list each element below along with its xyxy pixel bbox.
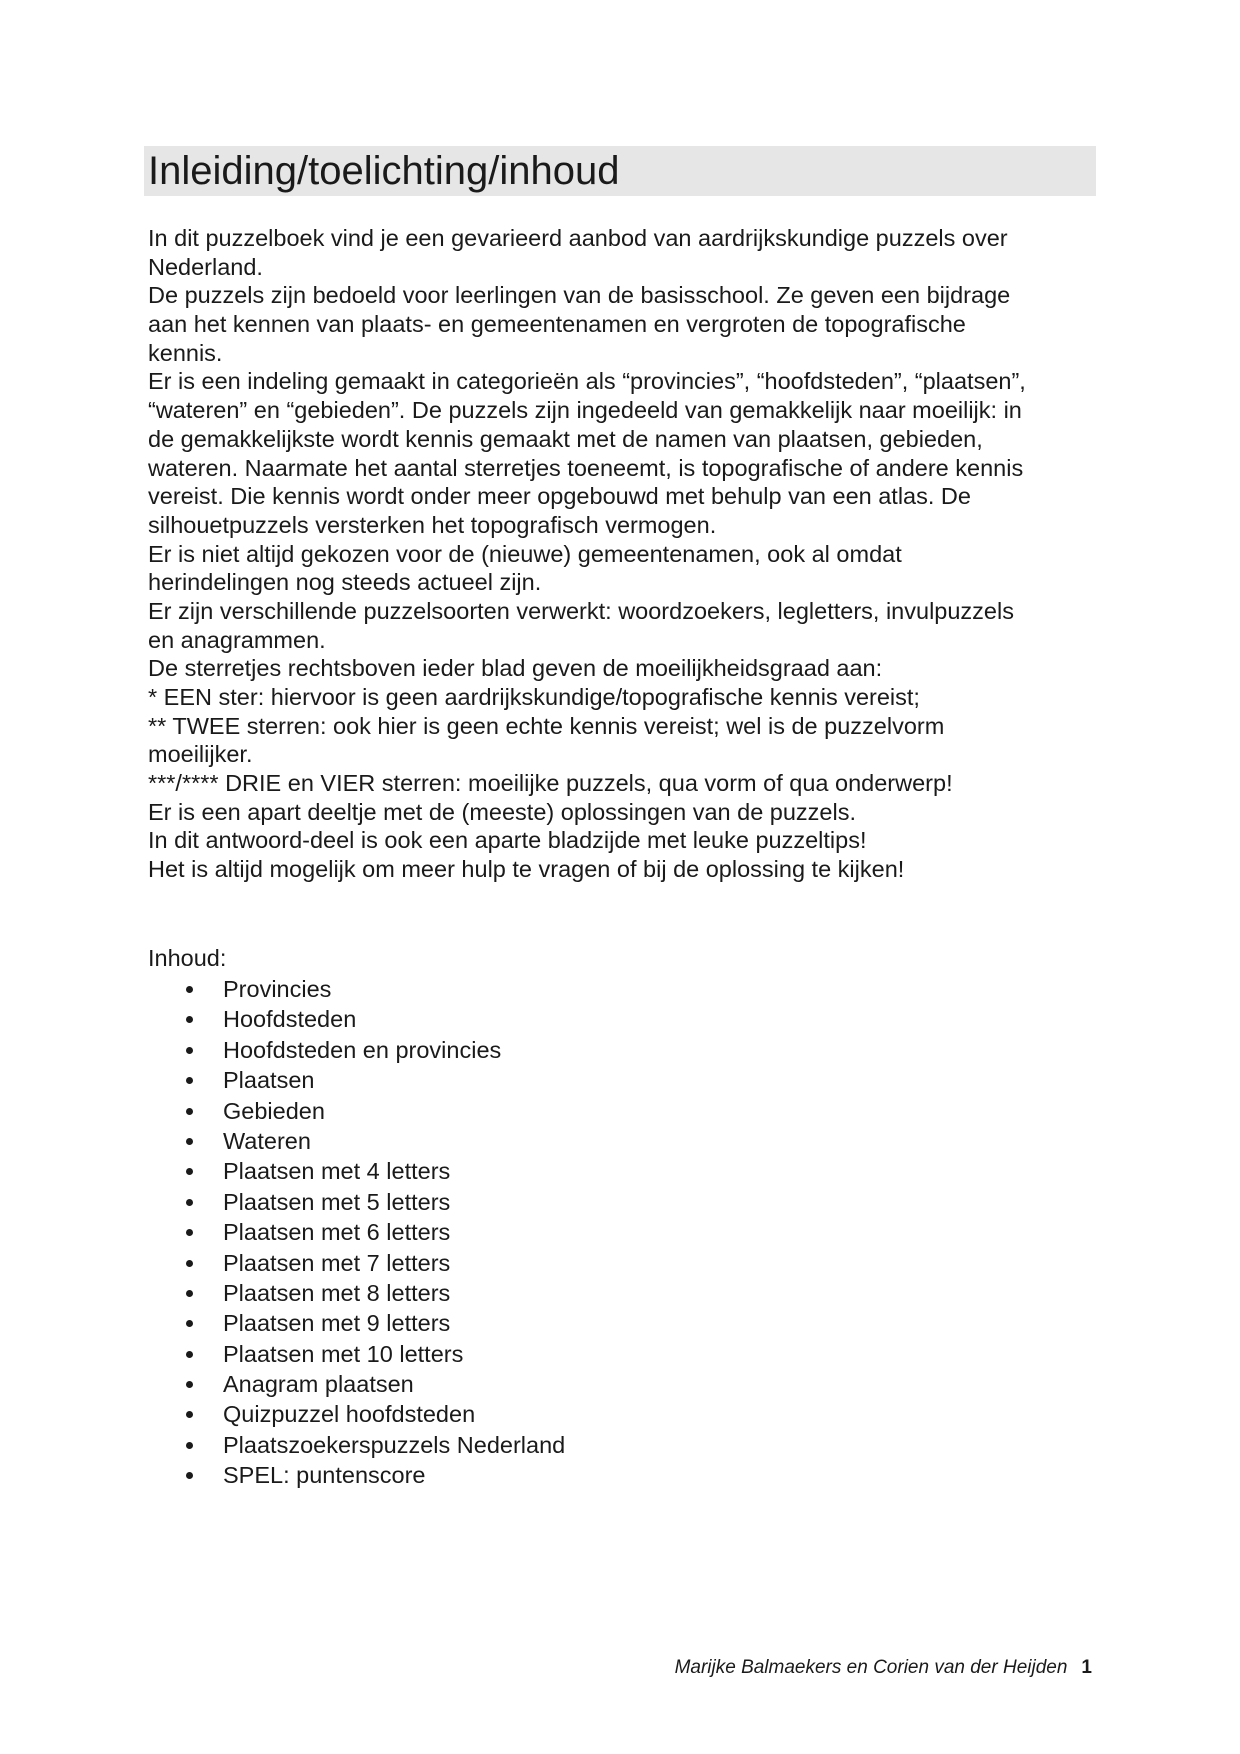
intro-line: In dit antwoord-deel is ook een aparte bladzijde met leuke puzzeltips!	[148, 827, 867, 854]
page-footer	[675, 1656, 1092, 1680]
toc-heading: Inhoud:	[148, 945, 227, 971]
intro-line: De sterretjes rechtsboven ieder blad geven de moeilijkheidsgraad aan:	[148, 655, 883, 682]
footer-authors: Marijke Balmaekers en Corien van der Heijden	[674, 1657, 1068, 1678]
toc-item-label: Plaatsen met 10 letters	[223, 1340, 464, 1367]
bullet-icon	[186, 1077, 193, 1084]
toc-item-label: Gebieden	[223, 1097, 325, 1124]
intro-line: aan het kennen van plaats- en gemeentenamen en vergroten de topografische	[148, 311, 966, 338]
intro-line: * EEN ster: hiervoor is geen aardrijkskundige/topografische kennis vereist;	[148, 684, 920, 710]
intro-line: Er is niet altijd gekozen voor de (nieuwe) gemeentenamen, ook al omdat	[148, 540, 902, 567]
toc-item-label: Hoofdsteden en provincies	[223, 1036, 502, 1063]
bullet-icon	[186, 1138, 193, 1145]
page-title: Inleiding/toelichting/inhoud	[148, 149, 620, 193]
intro-line: de gemakkelijkste wordt kennis gemaakt met de namen van plaatsen, gebieden,	[148, 425, 983, 452]
toc-item-label: SPEL: puntenscore	[223, 1462, 426, 1489]
bullet-icon	[186, 1016, 193, 1023]
bullet-icon	[186, 1229, 193, 1236]
toc-item-label: Plaatsen met 4 letters	[223, 1158, 451, 1185]
intro-line: wateren. Naarmate het aantal sterretjes toeneemt, is topografische of andere kennis	[148, 454, 1024, 481]
bullet-icon	[186, 1199, 193, 1206]
intro-line: en anagrammen.	[148, 626, 326, 653]
intro-line: In dit puzzelboek vind je een gevarieerd aanbod van aardrijkskundige puzzels over	[148, 225, 1008, 251]
toc-item-label: Plaatsen	[223, 1067, 315, 1094]
intro-line: Er zijn verschillende puzzelsoorten verwerkt: woordzoekers, legletters, invulpuzzels	[148, 597, 1014, 624]
toc-item-label: Plaatsen met 9 letters	[223, 1310, 451, 1337]
intro-line: De puzzels zijn bedoeld voor leerlingen van de basisschool. Ze geven een bijdrage	[148, 282, 1011, 309]
intro-line: herindelingen nog steeds actueel zijn.	[148, 569, 542, 596]
toc-item-label: Plaatsen met 6 letters	[223, 1219, 451, 1246]
intro-line: Er is een apart deeltje met de (meeste) oplossingen van de puzzels.	[148, 798, 857, 825]
toc-item-label: Hoofdsteden	[223, 1006, 357, 1033]
page-number: 1	[1081, 1657, 1092, 1678]
toc-item-label: Anagram plaatsen	[223, 1371, 414, 1398]
bullet-icon	[186, 1290, 193, 1297]
intro-line: Er is een indeling gemaakt in categorieën als “provincies”, “hoofdsteden”, “plaatsen”,	[148, 368, 1026, 395]
intro-line: ***/**** DRIE en VIER sterren: moeilijke puzzels, qua vorm of qua onderwerp!	[148, 770, 953, 797]
toc-item-label: Plaatsen met 5 letters	[223, 1188, 451, 1215]
intro-line: vereist. Die kennis wordt onder meer opgebouwd met behulp van een atlas. De	[148, 483, 971, 510]
intro-line: “wateren” en “gebieden”. De puzzels zijn ingedeeld van gemakkelijk naar moeilijk: in	[148, 397, 1022, 424]
bullet-icon	[186, 1047, 193, 1054]
bullet-icon	[186, 1320, 193, 1327]
bullet-icon	[186, 1442, 193, 1449]
intro-text	[148, 224, 1088, 884]
intro-line: moeilijker.	[148, 741, 253, 768]
bullet-icon	[186, 1260, 193, 1267]
intro-line: ** TWEE sterren: ook hier is geen echte kennis vereist; wel is de puzzelvorm	[148, 712, 945, 739]
bullet-icon	[186, 1411, 193, 1418]
bullet-icon	[186, 986, 193, 993]
toc-item-label: Quizpuzzel hoofdsteden	[223, 1401, 476, 1428]
bullet-icon	[186, 1168, 193, 1175]
toc-item-label: Plaatszoekerspuzzels Nederland	[223, 1431, 566, 1458]
bullet-icon	[186, 1472, 193, 1479]
intro-line: Het is altijd mogelijk om meer hulp te vragen of bij de oplossing te kijken!	[148, 856, 905, 883]
title-bar	[144, 146, 1096, 196]
intro-line: silhouetpuzzels versterken het topografisch vermogen.	[148, 511, 717, 538]
toc-item-label: Plaatsen met 7 letters	[223, 1249, 451, 1276]
toc-item-label: Plaatsen met 8 letters	[223, 1279, 451, 1306]
toc-item-label: Wateren	[223, 1127, 311, 1154]
intro-line: kennis.	[148, 339, 223, 366]
bullet-icon	[186, 1381, 193, 1388]
bullet-icon	[186, 1108, 193, 1115]
toc-item-label: Provincies	[223, 976, 332, 1002]
intro-line: Nederland.	[148, 253, 263, 280]
bullet-icon	[186, 1351, 193, 1358]
